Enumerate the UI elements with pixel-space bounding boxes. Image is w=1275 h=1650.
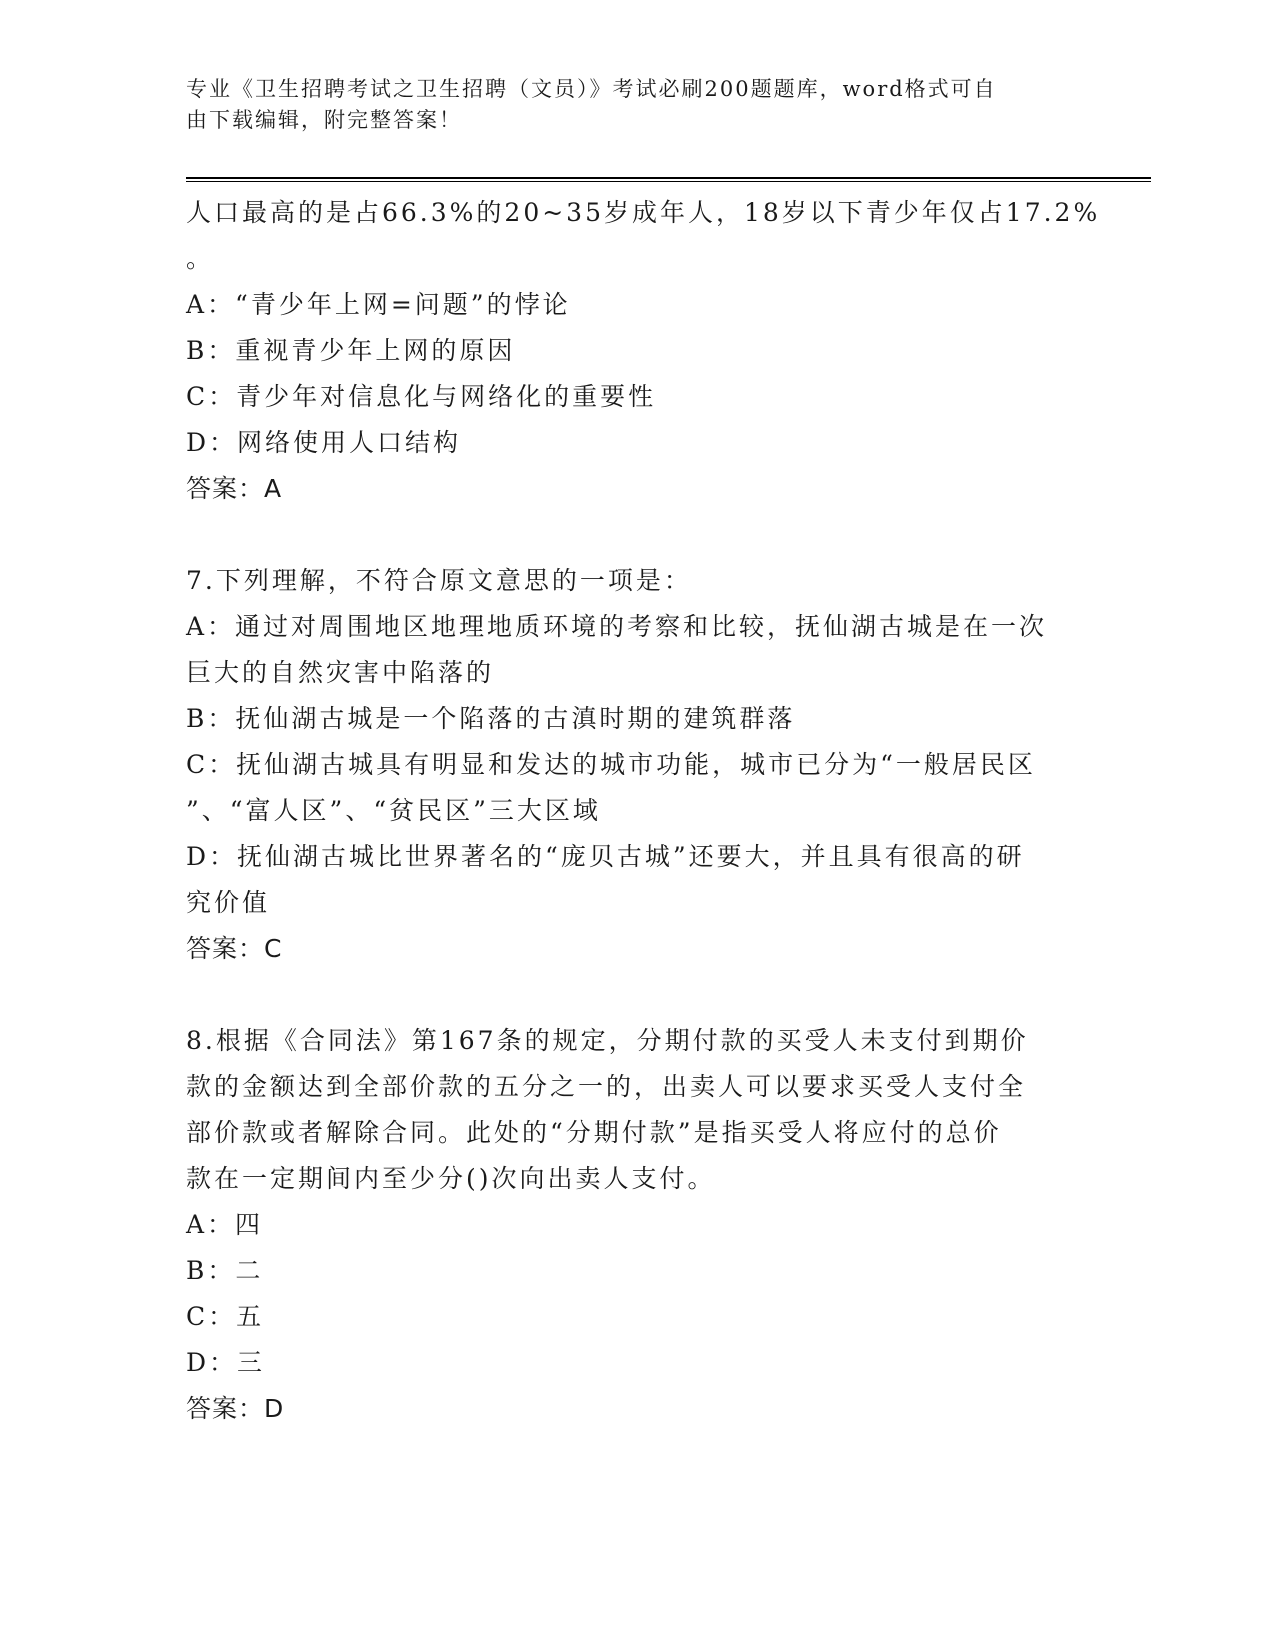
question-7-option-c-line-2: ”、“富人区”、“贫民区”三大区域 xyxy=(186,796,601,825)
question-8-option-c: C：五 xyxy=(186,1302,265,1331)
question-7-option-a-line-1: A：通过对周围地区地理地质环境的考察和比较，抚仙湖古城是在一次 xyxy=(186,612,1048,641)
document-header xyxy=(186,74,1066,136)
question-6-option-a: A：“青少年上网=问题”的悖论 xyxy=(186,290,571,319)
question-7-option-a-line-2: 巨大的自然灾害中陷落的 xyxy=(186,658,495,687)
question-7-stem: 7.下列理解，不符合原文意思的一项是： xyxy=(186,566,692,595)
question-8-stem-line-4: 款在一定期间内至少分()次向出卖人支付。 xyxy=(186,1164,716,1193)
question-8-stem-line-2: 款的金额达到全部价款的五分之一的，出卖人可以要求买受人支付全 xyxy=(186,1072,1027,1101)
question-7-option-d-line-1: D：抚仙湖古城比世界著名的“庞贝古城”还要大，并且具有很高的研 xyxy=(186,842,1025,871)
question-7-option-b: B：抚仙湖古城是一个陷落的古滇时期的建筑群落 xyxy=(186,704,796,733)
question-6-option-c: C：青少年对信息化与网络化的重要性 xyxy=(186,382,657,411)
question-8-stem-line-1: 8.根据《合同法》第167条的规定，分期付款的买受人未支付到期价 xyxy=(186,1026,1029,1055)
question-8-option-a: A：四 xyxy=(186,1210,264,1239)
question-7-block xyxy=(186,558,1086,972)
question-content xyxy=(186,190,1101,1432)
question-7-option-c-line-1: C：抚仙湖古城具有明显和发达的城市功能，城市已分为“一般居民区 xyxy=(186,750,1036,779)
header-title-line-1: 专业《卫生招聘考试之卫生招聘（文员）》考试必刷200题题库，word格式可自 xyxy=(186,77,997,101)
question-8-block xyxy=(186,1018,1086,1432)
spacer xyxy=(186,972,1086,1018)
question-6-block xyxy=(186,190,1101,512)
header-title-line-2: 由下载编辑，附完整答案！ xyxy=(186,108,462,132)
question-6-option-b: B：重视青少年上网的原因 xyxy=(186,336,516,365)
question-8-stem-line-3: 部价款或者解除合同。此处的“分期付款”是指买受人将应付的总价 xyxy=(186,1118,1002,1147)
question-7-answer: 答案：C xyxy=(186,934,283,963)
question-6-stem-line-1: 人口最高的是占66.3%的20~35岁成年人，18岁以下青少年仅占17.2% xyxy=(186,198,1101,227)
question-8-answer: 答案：D xyxy=(186,1394,285,1423)
question-6-stem-line-2: 。 xyxy=(186,244,215,273)
header-divider xyxy=(186,177,1151,182)
spacer xyxy=(186,512,1086,558)
question-6-option-d: D：网络使用人口结构 xyxy=(186,428,462,457)
question-8-option-b: B：二 xyxy=(186,1256,264,1285)
question-8-option-d: D：三 xyxy=(186,1348,266,1377)
question-6-answer: 答案：A xyxy=(186,474,283,503)
question-7-option-d-line-2: 究价值 xyxy=(186,888,271,917)
